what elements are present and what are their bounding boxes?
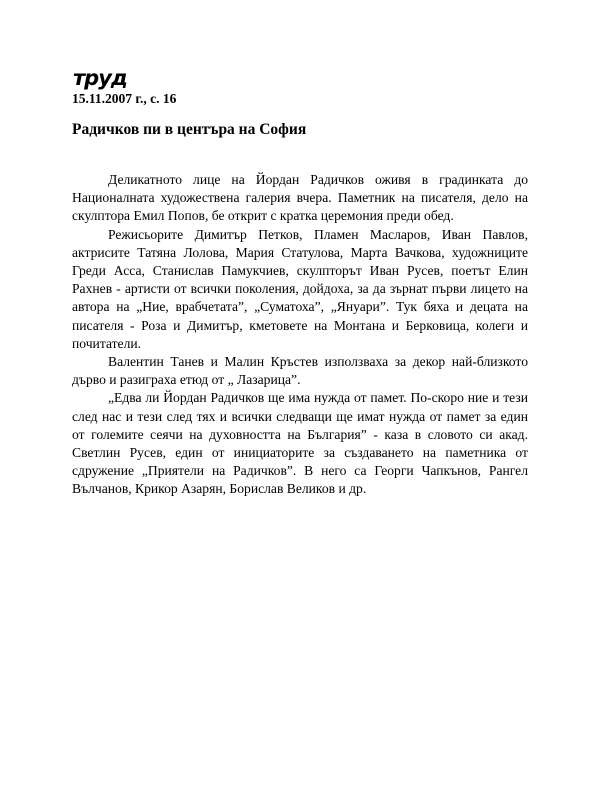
- article-paragraph: „Едва ли Йордан Радичков ще има нужда от памет. По-скоро ние и тези след нас и тези след тях и всички следващи ще имат нужда от памет за един от големите сеячи на духовността на България” - каза в словото си акад. Светлин Русев, един от инициаторите за създаването на паметника от сдружение „Приятели на Радичков”. В него са Георги Чапкънов, Рангел Вълчанов, Крикор Азарян, Борислав Великов и др.: [72, 390, 528, 497]
- article-paragraph: Режисьорите Димитър Петков, Пламен Масларов, Иван Павлов, актрисите Татяна Лолова, Мария Статулова, Марта Вачкова, художниците Греди Асса, Станислав Памукчиев, скулпторът Иван Русев, поетът Елин Рахнев - артисти от всички поколения, дойдоха, за да зърнат първи лицето на автора на „Ние, врабчетата”, „Суматоха”, „Януари”. Тук бяха и децата на писателя - Роза и Димитър, кметовете на Монтана и Берковица, колеги и почитатели.: [72, 226, 528, 351]
- article-title: Радичков пи в центъра на София: [72, 121, 307, 138]
- article-paragraph: Валентин Танев и Малин Кръстев използваха за декор най-близкото дърво и разиграха етюд от „ Лазарица”.: [72, 354, 528, 388]
- publication-date-page: 15.11.2007 г., с. 16: [72, 91, 177, 106]
- article-body: [72, 171, 528, 499]
- article-paragraph: Деликатното лице на Йордан Радичков оживя в градинката до Националната художествена галерия вчера. Паметник на писателя, дело на скулптора Емил Попов, бе открит с кратка церемония преди обед.: [72, 172, 528, 224]
- logo-wordmark: труд: [73, 68, 127, 90]
- newspaper-logo: [72, 68, 136, 90]
- trud-logo-icon: [72, 68, 136, 90]
